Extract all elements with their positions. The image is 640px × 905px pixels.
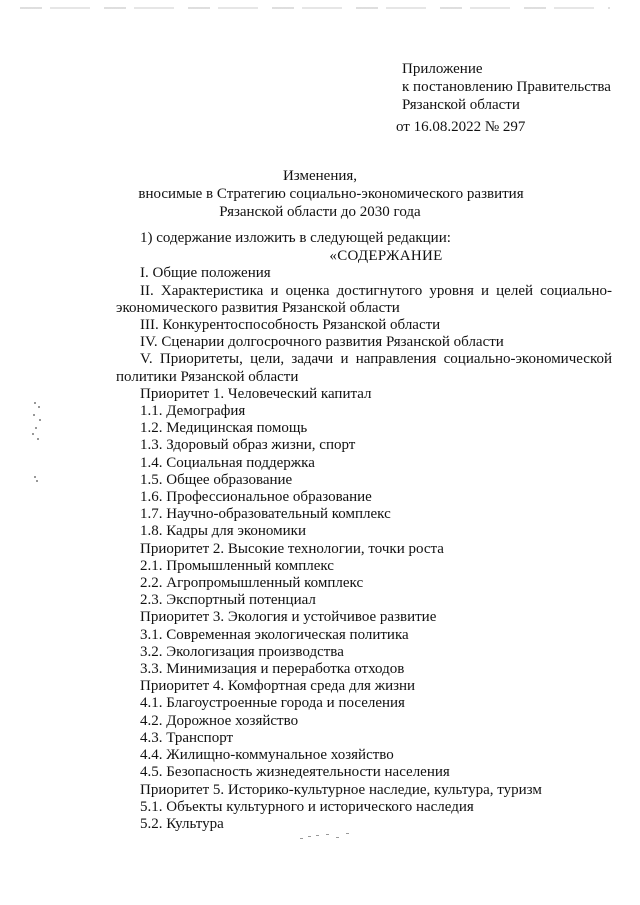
toc-item: 1.8. Кадры для экономики	[140, 523, 306, 540]
toc-item: 1.1. Демография	[140, 403, 246, 420]
toc-item: 4.2. Дорожное хозяйство	[140, 712, 299, 729]
toc-section: IV. Сценарии долгосрочного развития Рязанской области	[140, 334, 504, 351]
heading-line: Рязанской области до 2030 года	[219, 204, 421, 220]
toc-item: 4.4. Жилищно-коммунальное хозяйство	[140, 747, 394, 764]
toc-item: 4.5. Безопасность жизнедеятельности населения	[140, 764, 450, 781]
appendix-line: Рязанской области	[402, 97, 520, 113]
toc-item: 3.1. Современная экологическая политика	[140, 626, 409, 643]
toc-priority: Приоритет 1. Человеческий капитал	[140, 385, 372, 402]
appendix-line: Приложение	[402, 61, 483, 77]
toc-priority: Приоритет 2. Высокие технологии, точки роста	[140, 540, 444, 557]
toc-item: 5.2. Культура	[140, 815, 224, 832]
toc-item: 1.5. Общее образование	[140, 471, 293, 488]
scan-artifact-margin	[30, 400, 44, 490]
contents-title: «СОДЕРЖАНИЕ	[329, 248, 443, 265]
toc-item: 1.3. Здоровый образ жизни, спорт	[140, 437, 356, 454]
toc-item: 2.3. Экспортный потенциал	[140, 592, 316, 609]
toc-item: 4.3. Транспорт	[140, 729, 234, 746]
toc-priority: Приоритет 4. Комфортная среда для жизни	[140, 678, 416, 695]
heading-line: вносимые в Стратегию социально-экономического развития	[138, 186, 524, 202]
toc-item: 1.7. Научно-образовательный комплекс	[140, 506, 391, 523]
toc-item: 3.3. Минимизация и переработка отходов	[140, 661, 405, 678]
scan-artifact-bottom	[300, 832, 360, 846]
toc-section: II. Характеристика и оценка достигнутого уровня и целей социально-экономического развития Рязанской области	[116, 282, 612, 316]
appendix-line: к постановлению Правительства	[402, 79, 611, 95]
toc-priority: Приоритет 3. Экология и устойчивое развитие	[140, 609, 437, 626]
toc-item: 5.1. Объекты культурного и исторического наследия	[140, 798, 474, 815]
toc-item: 2.2. Агропромышленный комплекс	[140, 575, 364, 592]
toc-item: 1.2. Медицинская помощь	[140, 420, 308, 437]
toc-item: 3.2. Экологизация производства	[140, 643, 344, 660]
appendix-date: от 16.08.2022 № 297	[396, 119, 526, 135]
appendix-block	[396, 60, 611, 136]
intro-text: 1) содержание изложить в следующей редакции:	[140, 230, 451, 246]
toc-section: I. Общие положения	[140, 265, 271, 282]
toc-item: 1.6. Профессиональное образование	[140, 489, 372, 506]
toc-item: 1.4. Социальная поддержка	[140, 454, 315, 471]
document-heading	[0, 167, 640, 221]
scan-artifact-top	[20, 7, 610, 9]
toc-section: III. Конкурентоспособность Рязанской области	[140, 317, 441, 334]
toc-item: 4.1. Благоустроенные города и поселения	[140, 695, 405, 712]
document-body	[116, 230, 612, 833]
heading-line: Изменения,	[282, 168, 358, 184]
toc-section: V. Приоритеты, цели, задачи и направления социально-экономической политики Рязанской области	[116, 351, 612, 385]
toc-item: 2.1. Промышленный комплекс	[140, 557, 334, 574]
toc-priority: Приоритет 5. Историко-культурное наследие, культура, туризм	[140, 781, 542, 798]
